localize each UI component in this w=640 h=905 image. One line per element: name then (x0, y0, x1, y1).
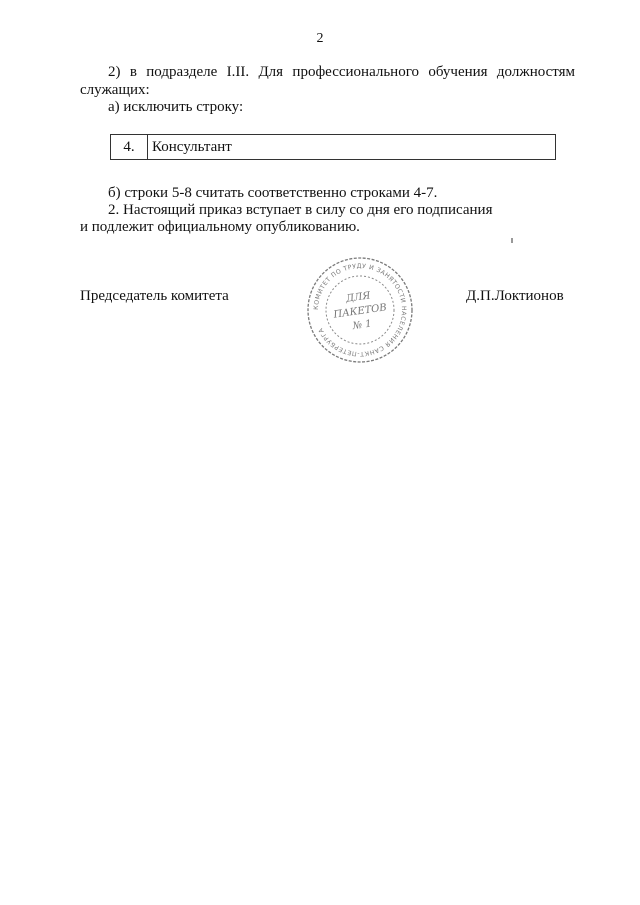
stamp-line-2: ПАКЕТОВ (332, 302, 388, 321)
paragraph-4: 2. Настоящий приказ вступает в силу со дня его подписания (108, 202, 493, 218)
official-stamp (305, 255, 415, 365)
paragraph-1: 2) в подразделе I.II. Для профессионального обучения должностям служащих: (80, 64, 575, 98)
paragraph-2: а) исключить строку: (108, 99, 244, 115)
excluded-row-table (110, 134, 556, 160)
stamp-line-1: ДЛЯ (345, 290, 372, 305)
page-number: 2 (316, 31, 324, 46)
scan-speck (511, 238, 513, 243)
table-cell-number: 4. (111, 135, 148, 159)
paragraph-5: и подлежит официальному опубликованию. (80, 219, 360, 235)
signatory-title: Председатель комитета (80, 288, 229, 304)
stamp-line-3: № 1 (351, 318, 373, 333)
table-cell-position: Консультант (152, 139, 232, 155)
stamp-ring-text: КОМИТЕТ ПО ТРУДУ И ЗАНЯТОСТИ НАСЕЛЕНИЯ САНКТ-ПЕТЕРБУРГА (312, 262, 408, 358)
paragraph-3: б) строки 5-8 считать соответственно строками 4-7. (108, 185, 438, 201)
signatory-name: Д.П.Локтионов (466, 288, 564, 304)
